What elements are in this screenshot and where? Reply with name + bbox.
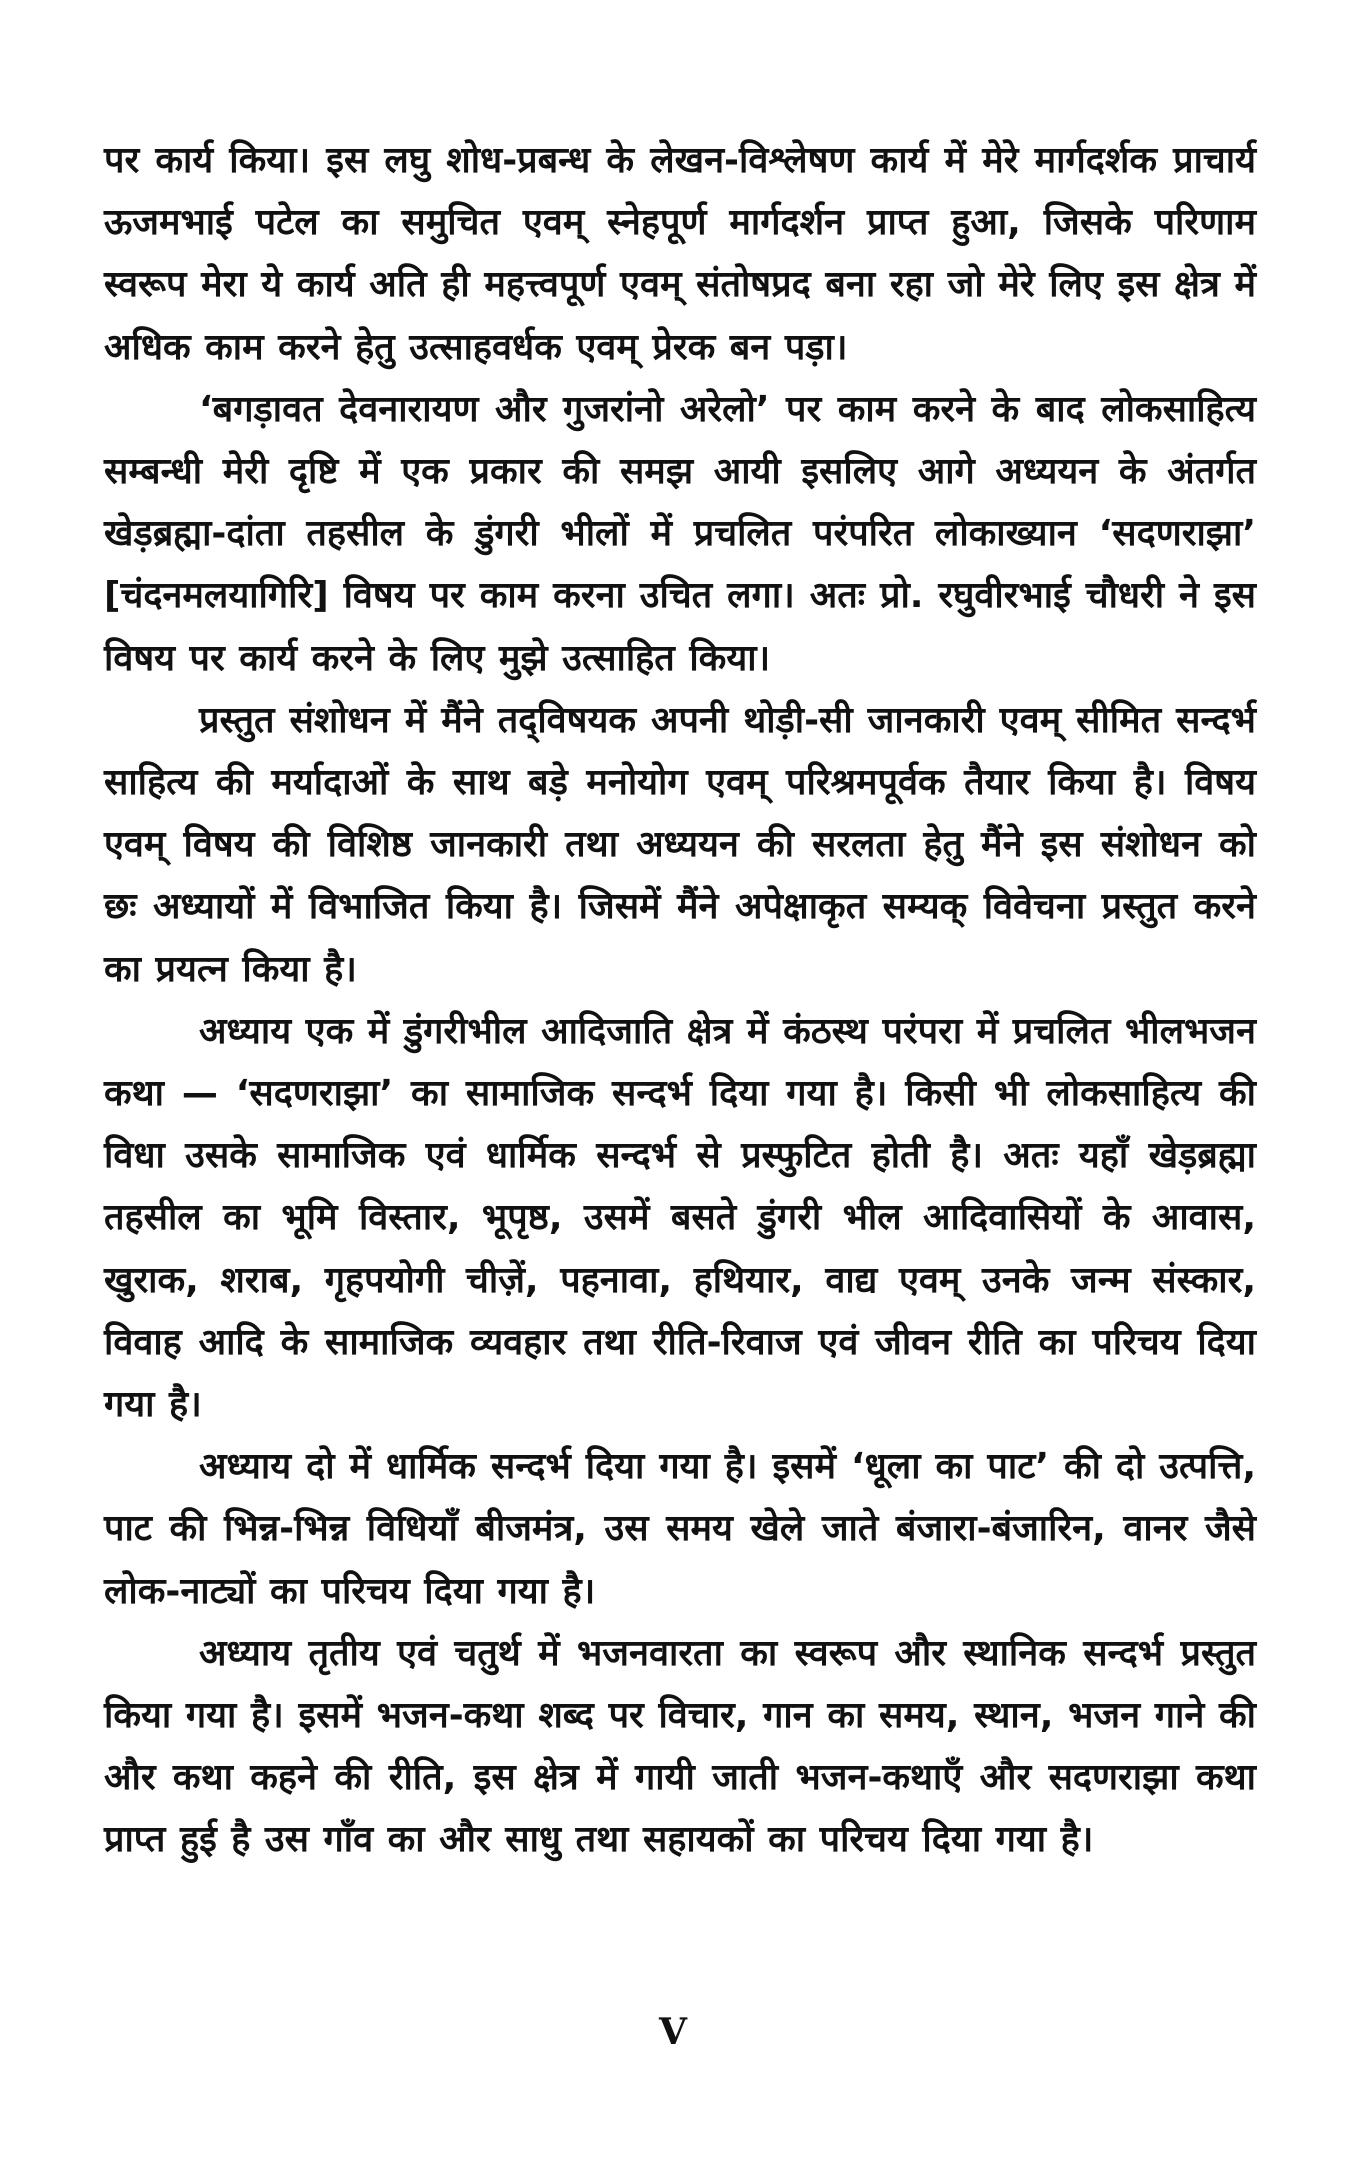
paragraph-3: प्रस्तुत संशोधन में मैंने तद्‌विषयक अपनी थोड़ी-सी जानकारी एवम् सीमित सन्दर्भ साहित्य की मर्यादाओं के साथ बड़े मनोयोग एवम् परिश्रमपूर्वक तैयार किया है। विषय एवम् विषय की विशिष्ठ जानकारी तथा अध्ययन की सरलता हेतु मैंने इस संशोधन को छः अध्यायों में विभाजित किया है। जिसमें मैंने अपेक्षाकृत सम्यक् विवेचना प्रस्तुत करने का प्रयत्न किया है।: [104, 699, 1256, 990]
paragraph-5: अध्याय दो में धार्मिक सन्दर्भ दिया गया है। इसमें ‘धूला का पाट’ की दो उत्पत्ति, पाट की भिन्न-भिन्न विधियाँ बीजमंत्र, उस समय खेले जाते बंजारा-बंजारिन, वानर जैसे लोक-नाट्यों का परिचय दिया गया है।: [104, 1446, 1256, 1612]
body-text: [104, 130, 1256, 1872]
paragraph-6: अध्याय तृतीय एवं चतुर्थ में भजनवारता का स्वरूप और स्थानिक सन्दर्भ प्रस्तुत किया गया है। इसमें भजन-कथा शब्द पर विचार, गान का समय, स्थान, भजन गाने की और कथा कहने की रीति, इस क्षेत्र में गायी जाती भजन-कथाएँ और सदणराझा कथा प्राप्त हुई है उस गाँव का और साधु तथा सहायकों का परिचय दिया गया है।: [104, 1632, 1256, 1861]
paragraph-1: पर कार्य किया। इस लघु शोध-प्रबन्ध के लेखन-विश्लेषण कार्य में मेरे मार्गदर्शक प्राचार्य ऊजमभाई पटेल का समुचित एवम् स्नेहपूर्ण मार्गदर्शन प्राप्त हुआ, जिसके परिणाम स्वरूप मेरा ये कार्य अति ही महत्त्वपूर्ण एवम् संतोषप्रद बना रहा जो मेरे लिए इस क्षेत्र में अधिक काम करने हेतु उत्साहवर्धक एवम् प्रेरक बन पड़ा।: [104, 140, 1256, 368]
paragraph-4: अध्याय एक में डुंगरीभील आदिजाति क्षेत्र में कंठस्थ परंपरा में प्रचलित भीलभजन कथा — ‘सदणराझा’ का सामाजिक सन्दर्भ दिया गया है। किसी भी लोकसाहित्य की विधा उसके सामाजिक एवं धार्मिक सन्दर्भ से प्रस्फुटित होती है। अतः यहाँ खेड़ब्रह्मा तहसील का भूमि विस्तार, भूपृष्ठ, उसमें बसते डुंगरी भील आदिवासियों के आवास, खुराक, शराब, गृहपयोगी चीज़ें, पहनावा, हथियार, वाद्य एवम् उनके जन्म संस्कार, विवाह आदि के सामाजिक व्यवहार तथा रीति-रिवाज एवं जीवन रीति का परिचय दिया गया है।: [104, 1010, 1256, 1426]
page-number: V: [659, 2011, 687, 2053]
paragraph-2: ‘बगड़ावत देवनारायण और गुजरांनो अरेलो’ पर काम करने के बाद लोकसाहित्य सम्बन्धी मेरी दृष्टि में एक प्रकार की समझ आयी इसलिए आगे अध्ययन के अंतर्गत खेड़ब्रह्मा-दांता तहसील के डुंगरी भीलों में प्रचलित परंपरित लोकाख्यान ‘सदणराझा’ [चंदनमलयागिरि] विषय पर काम करना उचित लगा। अतः प्रो. रघुवीरभाई चौधरी ने इस विषय पर कार्य करने के लिए मुझे उत्साहित किया।: [104, 388, 1256, 679]
